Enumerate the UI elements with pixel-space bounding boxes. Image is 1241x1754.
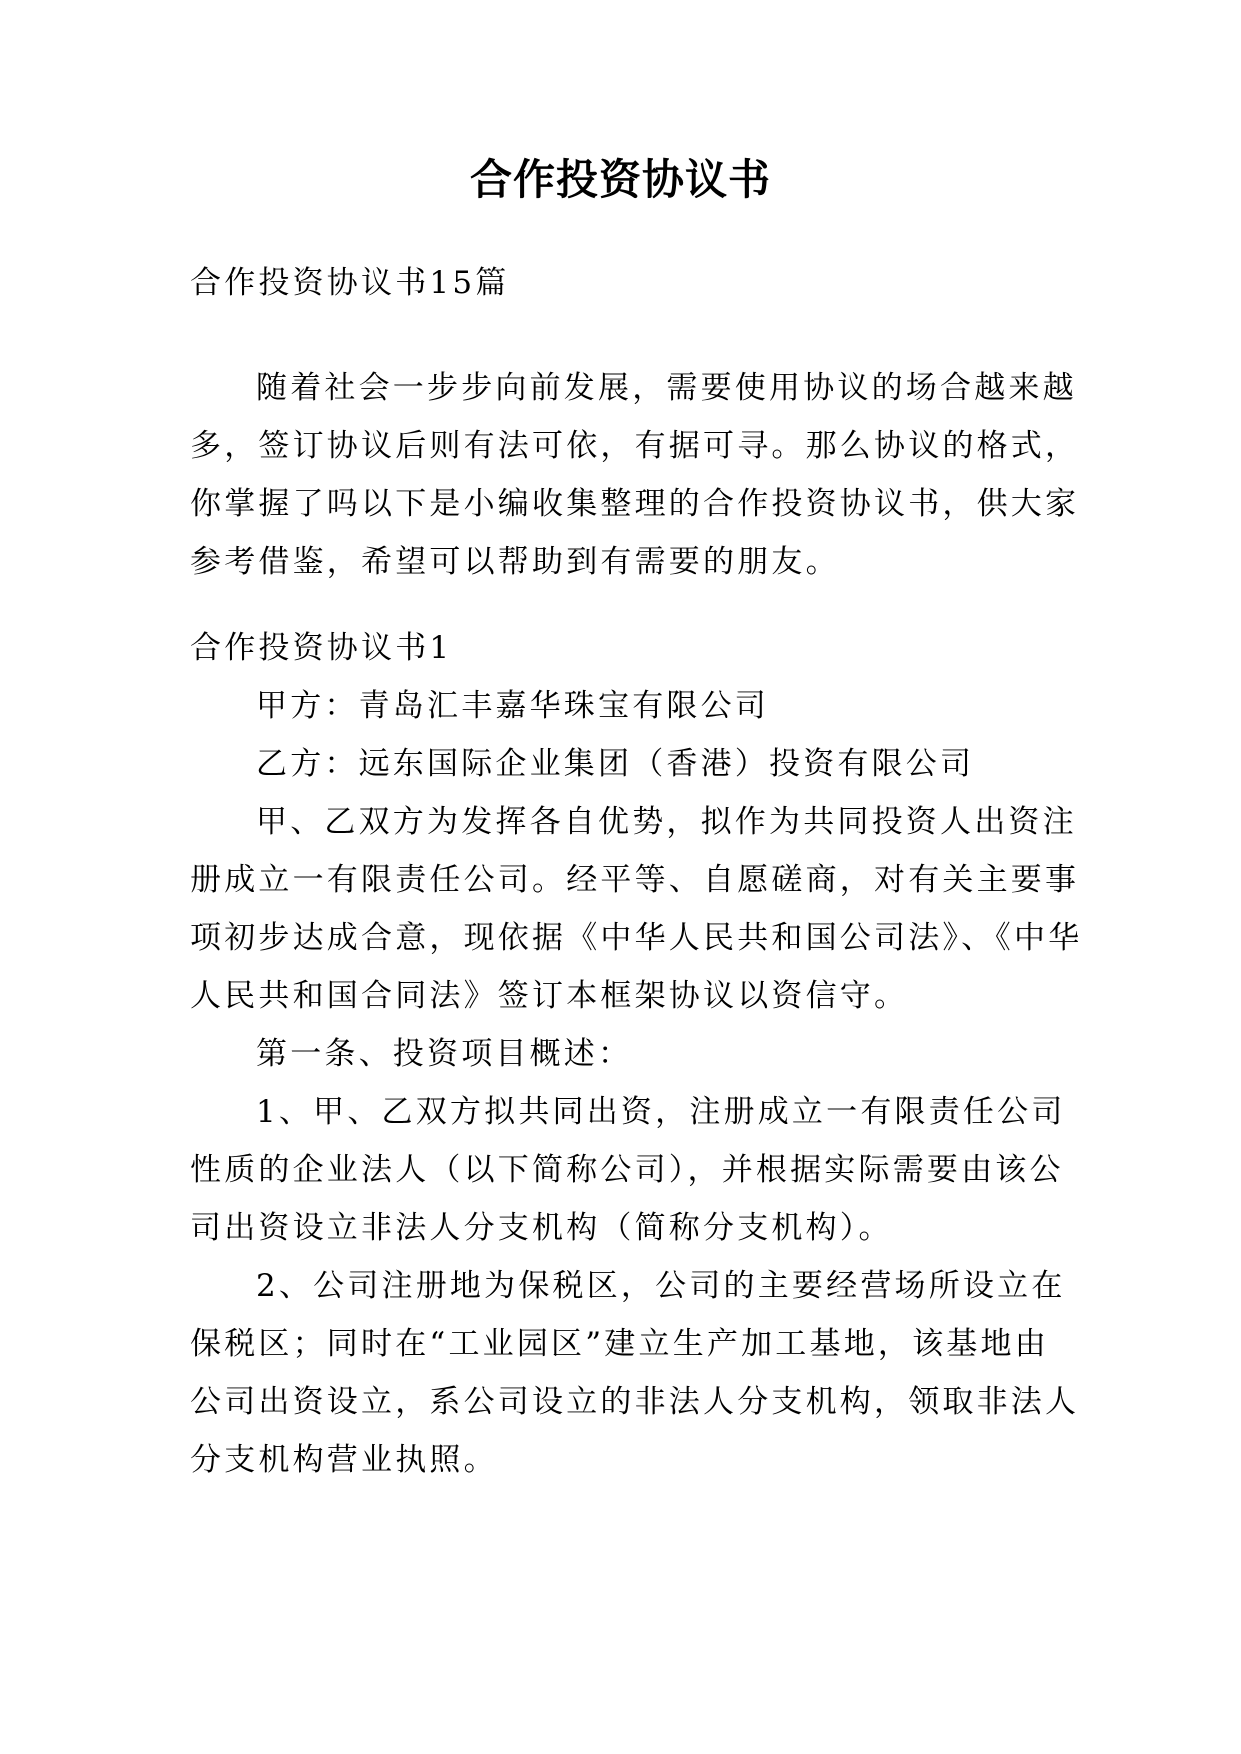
article-1-heading: 第一条、投资项目概述： [256, 1036, 633, 1072]
subtitle-line: 合作投资协议书15篇 [190, 265, 510, 301]
clause-2-line: 2、公司注册地为保税区，公司的主要经营场所设立在 [256, 1268, 1066, 1304]
preamble-line: 甲、乙双方为发挥各自优势，拟作为共同投资人出资注 [256, 804, 1077, 840]
preamble-line: 项初步达成合意，现依据《中华人民共和国公司法》、《中华 [190, 920, 1083, 956]
intro-line: 你掌握了吗以下是小编收集整理的合作投资协议书，供大家 [190, 486, 1080, 522]
intro-line: 多，签订协议后则有法可依，有据可寻。那么协议的格式， [190, 428, 1080, 464]
party-b-line: 乙方：远东国际企业集团（香港）投资有限公司 [256, 746, 975, 782]
section-heading: 合作投资协议书1 [190, 630, 453, 666]
clause-1-line: 1、甲、乙双方拟共同出资，注册成立一有限责任公司 [256, 1094, 1066, 1130]
section-1-body [190, 619, 1083, 1489]
clause-1-line: 性质的企业法人（以下简称公司），并根据实际需要由该公 [190, 1152, 1064, 1188]
intro-line: 参考借鉴，希望可以帮助到有需要的朋友。 [190, 544, 840, 580]
document-title: 合作投资协议书 [469, 155, 771, 204]
clause-1-line: 司出资设立非法人分支机构（简称分支机构）。 [190, 1210, 893, 1246]
party-a-line: 甲方：青岛汇丰嘉华珠宝有限公司 [256, 688, 769, 724]
clause-2-line: 分支机构营业执照。 [190, 1442, 498, 1478]
intro-paragraph [190, 359, 1080, 591]
document-subtitle [190, 254, 1070, 312]
intro-line: 随着社会一步步向前发展，需要使用协议的场合越来越 [256, 370, 1077, 406]
clause-2-line: 保税区；同时在“工业园区”建立生产加工基地，该基地由 [190, 1326, 1049, 1362]
clause-2-line: 公司出资设立，系公司设立的非法人分支机构，领取非法人 [190, 1384, 1080, 1420]
preamble-line: 人民共和国合同法》签订本框架协议以资信守。 [190, 978, 909, 1014]
preamble-line: 册成立一有限责任公司。经平等、自愿磋商，对有关主要事 [190, 862, 1080, 898]
